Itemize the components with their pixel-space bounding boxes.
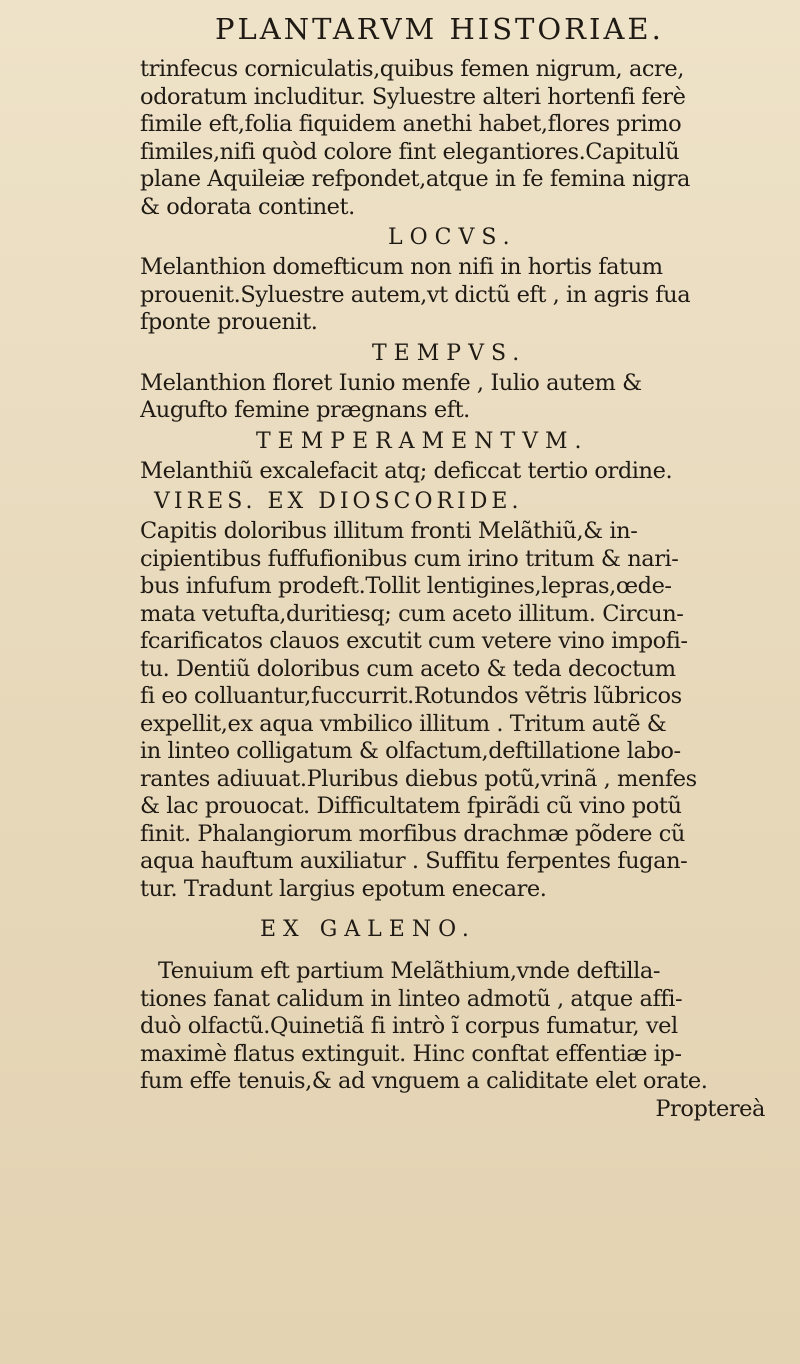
section-heading-temperamentum: TEMPERAMENTVM. xyxy=(256,428,589,454)
text-line: fi eo colluantur,fuccurrit.Rotundos vẽtris lũbricos xyxy=(140,683,682,709)
text-line: fcarificatos clauos excutit cum vetere vino impofi- xyxy=(140,628,688,654)
section-heading-locus: LOCVS. xyxy=(388,225,517,250)
text-line: plane Aquileiæ refpondet,atque in fe femina nigra xyxy=(140,166,690,192)
text-line: fponte prouenit. xyxy=(140,309,318,335)
text-line: fum effe tenuis,& ad vnguem a caliditate elet orate. xyxy=(140,1068,708,1094)
text-line: tur. Tradunt largius epotum enecare. xyxy=(140,875,547,902)
text-line: duò olfactũ.Quinetiã fi intrò ĩ corpus fumatur, vel xyxy=(140,1013,678,1039)
text-line: in linteo colligatum & olfactum,deftillatione labo- xyxy=(140,738,681,764)
text-line: fimiles,nifi quòd colore fint elegantiores.Capitulũ xyxy=(140,138,680,165)
text-line: prouenit.Syluestre autem,vt dictũ eft , in agris fua xyxy=(140,281,691,308)
text-line: odoratum includitur. Syluestre alteri hortenfi ferè xyxy=(140,83,686,110)
paragraph-tempus xyxy=(140,370,780,425)
section-heading-vires: VIRES. EX DIOSCORIDE. xyxy=(154,489,523,514)
text-line: tu. Dentiũ doloribus cum aceto & teda decoctum xyxy=(140,655,676,682)
text-line: tiones fanat calidum in linteo admotũ , atque affi- xyxy=(140,985,683,1012)
text-line: Augufto femine prægnans eft. xyxy=(140,397,470,423)
section-heading-galeno: EX GALENO. xyxy=(260,917,476,942)
text-line: Tenuium eft partium Melãthium,vnde deftilla- xyxy=(158,958,660,984)
text-line: & odorata continet. xyxy=(140,193,355,220)
paragraph-locus xyxy=(140,254,780,337)
text-line: bus infufum prodeft.Tollit lentigines,lepras,œde- xyxy=(140,573,672,599)
text-line: maximè flatus extinguit. Hinc conftat effentiæ ip- xyxy=(140,1040,682,1067)
text-line: finit. Phalangiorum morfibus drachmæ põdere cũ xyxy=(140,820,685,847)
text-line: expellit,ex aqua vmbilico illitum . Tritum autẽ & xyxy=(140,710,667,737)
paragraph-intro xyxy=(140,56,780,221)
text-line: fimile eft,folia fiquidem anethi habet,flores primo xyxy=(140,111,682,137)
catchword: Proptereà xyxy=(655,1095,765,1122)
text-line: aqua hauftum auxiliatur . Suffitu ferpentes fugan- xyxy=(140,848,688,874)
paragraph-galeno xyxy=(140,958,780,1123)
text-line: mata vetufta,duritiesq; cum aceto illitum. Circun- xyxy=(140,600,684,627)
text-line: Melanthiũ excalefacit atq; deficcat tertio ordine. xyxy=(140,457,673,484)
text-line: Melanthion domefticum non nifi in hortis fatum xyxy=(140,254,663,280)
text-line: Capitis doloribus illitum fronti Melãthiũ,& in- xyxy=(140,518,638,544)
section-heading-tempus: TEMPVS. xyxy=(372,340,527,366)
text-line: trinfecus corniculatis,quibus femen nigrum, acre, xyxy=(140,56,684,82)
page-body xyxy=(140,56,780,1123)
text-line: rantes adiuuat.Pluribus diebus potũ,vrinã , menfes xyxy=(140,765,697,792)
paragraph-vires xyxy=(140,518,780,903)
text-line: cipientibus fuffufionibus cum irino tritum & nari- xyxy=(140,545,679,572)
paragraph-temperamentum xyxy=(140,458,780,486)
running-header: PLANTARVM HISTORIAE. xyxy=(215,12,664,46)
text-line: & lac prouocat. Difficultatem fpirãdi cũ vino potũ xyxy=(140,793,682,819)
text-line: Melanthion floret Iunio menfe , Iulio autem & xyxy=(140,369,642,396)
